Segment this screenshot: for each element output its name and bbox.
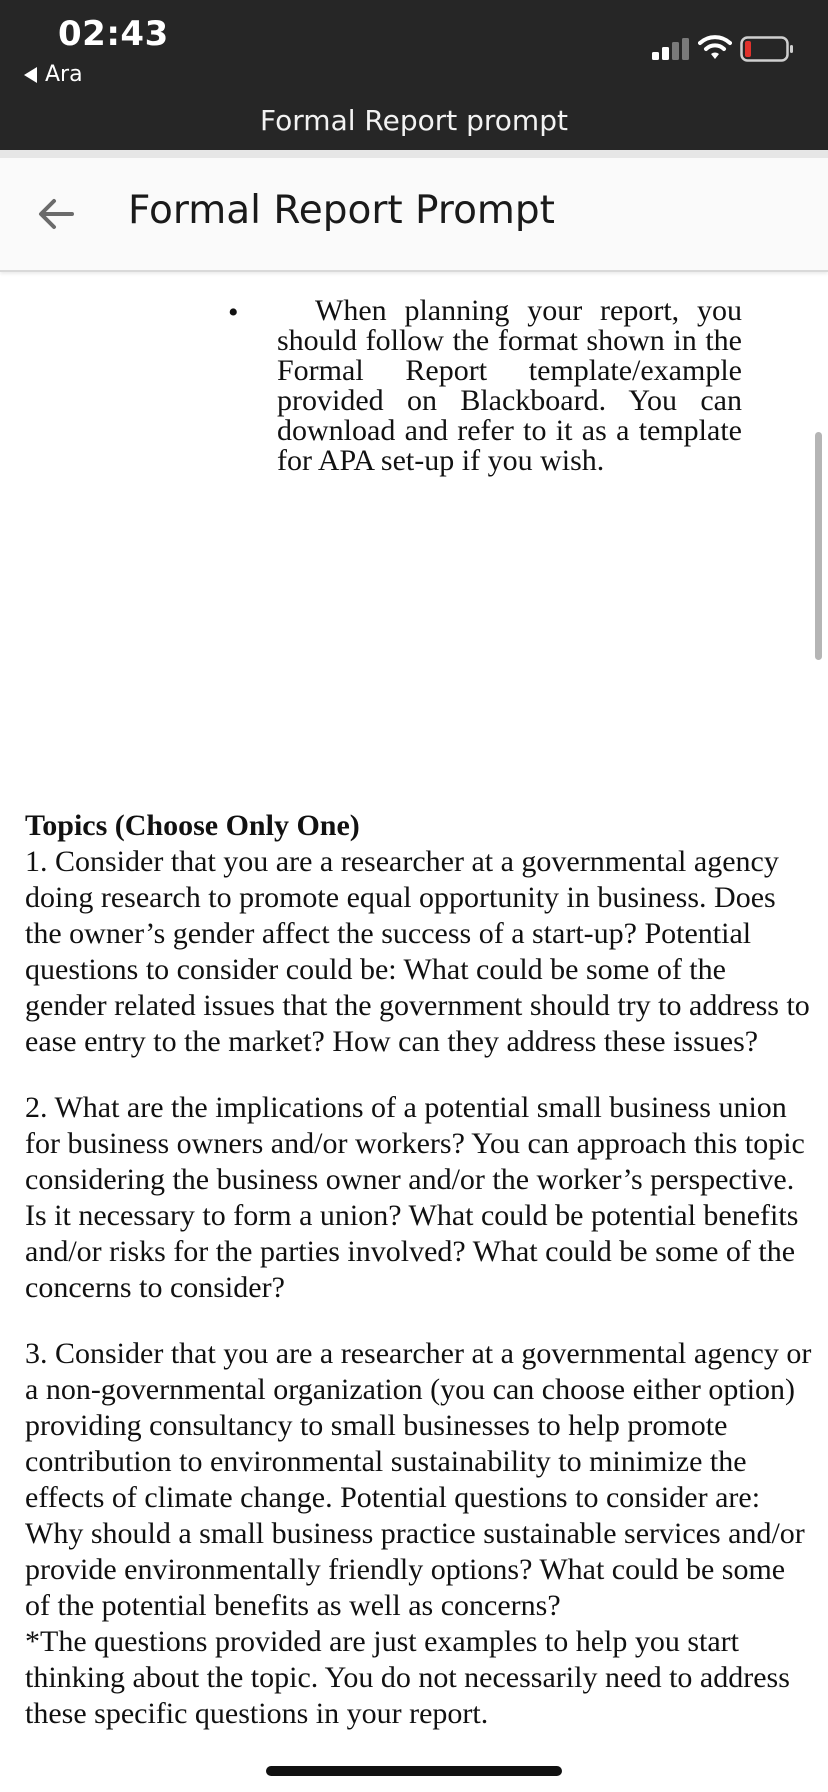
app-header	[0, 158, 828, 272]
header-divider	[0, 150, 828, 158]
document-content[interactable]	[0, 272, 828, 1792]
wifi-icon	[698, 34, 732, 60]
topic-item-3: 3. Consider that you are a researcher at a governmental agency or a non-governmental organization (you can choose either option) providing consultancy to small businesses to help promote contribution to environmental sustainability to minimize the effects of climate change. Potential questions to consider are: Why should a small business practice sustainable services and/or provide environmentally friendly options? What could be some of the potential benefits as well as concerns?	[25, 1337, 812, 1622]
return-app-label: Ara	[45, 62, 83, 87]
bullet-paragraph: When planning your report, you should follow the format shown in the Formal Report template/example provided on Blackboard. You can download and refer to it as a template for APA set-up if you wish.	[277, 294, 742, 477]
page-title: Formal Report Prompt	[128, 188, 555, 233]
home-indicator[interactable]	[266, 1766, 562, 1776]
bullet-marker: •	[228, 296, 239, 329]
cellular-signal-icon	[652, 38, 690, 60]
footnote: *The questions provided are just examples to help you start thinking about the topic. You do not necessarily need to address these specific questions in your report.	[25, 1625, 790, 1730]
return-triangle-icon	[24, 67, 37, 83]
scrollbar-thumb[interactable]	[815, 432, 822, 660]
battery-low-icon	[740, 36, 794, 62]
return-to-app-button[interactable]	[24, 62, 83, 87]
back-arrow-icon[interactable]	[36, 194, 76, 234]
topic-item-1: 1. Consider that you are a researcher at a governmental agency doing research to promote equal opportunity in business. Does the owner’s gender affect the success of a start-up? Potential questions to consider could be: What could be some of the gender related issues that the government should try to address to ease entry to the market? How can they address these issues?	[25, 845, 810, 1058]
status-time: 02:43	[58, 14, 169, 54]
topic-item-2: 2. What are the implications of a potential small business union for business owners and/or workers? You can approach this topic considering the business owner and/or the worker’s perspective. Is it necessary to form a union? What could be potential benefits and/or risks for the parties involved? What could be some of the concerns to consider?	[25, 1091, 805, 1304]
status-bar	[0, 0, 828, 150]
topics-heading: Topics (Choose Only One)	[25, 809, 360, 842]
window-title: Formal Report prompt	[260, 104, 568, 137]
topics-section	[25, 808, 815, 1732]
